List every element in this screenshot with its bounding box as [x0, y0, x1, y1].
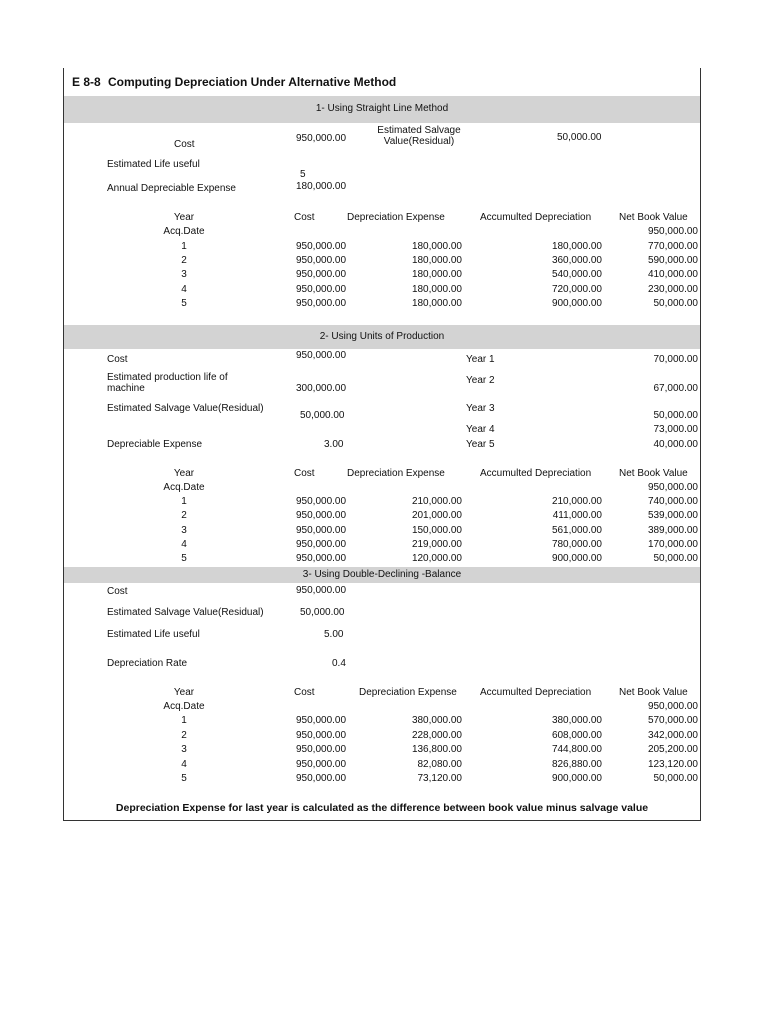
section-band-double-declining: 3- Using Double-Declining -Balance	[64, 567, 700, 583]
section-band-straight-line: 1- Using Straight Line Method	[64, 96, 700, 123]
worksheet: E 8-8 Computing Depreciation Under Alternative Method 1- Using Straight Line Method Cost 950,000.00 Estimated Salvage Value(Residual) 50,000.00 Estimated Life useful 5 Annual Depreciable Expense 180,000.00 Year Cost Depreciation Expense Accumulted Depreciation Net Book Value Acq.Date 950,000.00 1 950,000.00 180,000.00 180,000.00 770,000.00 2 950,000.00 180,000.00 360,000.00 590,000.00 3 950,000.00 180,000.00 540,000.00 410,000.00 4 950,000.00 180,000.00 720,000.00 230,000.00 5 950,000.00 180,000.00 900,000.00 50,000.00 2- Using Units of Production Cost 950,000.00 Estimated production life of machine 300,000.00 Estimated Salvage Value(Residual) 50,000.00 Depreciable Expense 3.00 Year 1 70,000.00 Year 2 67,000.00 Year 3 50,000.00 Year 4 73,000.00 Year 5 40,000.00 Year Cost Depreciation Expense Accumulted Depreciation Net Book Value Acq.Date 950,000.00 1 950,000.00 210,000.00 210,000.00 740,000.00 2 950,000.00 201,000.00 411,000.00 539,000.00 3 950,000.00 150,000.00 561,000.00 389,000.00 4 950,000.00 219,000.00 780,000.00 170,000.00 5 950,000.00 120,000.00 900,000.00 50,000.00 3- Using Double-Declining -Balance Cost 950,000.00 Estimated Salvage Value(Residual) 50,000.00 Estimated Life useful 5.00 Depreciation Rate 0.4 Year Cost Depreciation Expense Accumulted Depreciation Net Book Value Acq.Date 950,000.00 1 950,000.00 380,000.00 380,000.00 570,000.00 2 950,000.00 228,000.00 608,000.00 342,000.00 3 950,000.00 136,800.00 744,800.00 205,200.00 4 950,000.00 82,080.00 826,880.00 123,120.00 5 950,000.00 73,120.00 900,000.00 50,000.00 Depreciation Expense for last year is calculated as the difference between book value minus salvage value	[63, 68, 701, 821]
production-life-label-line2: machine	[107, 383, 145, 394]
header-accum-dep: Accumulted Depreciation	[480, 212, 592, 223]
units-year-label: Year 4	[466, 424, 495, 435]
header-nbv: Net Book Value	[619, 687, 688, 698]
header-dep-expense: Depreciation Expense	[359, 687, 457, 698]
cost-value: 950,000.00	[296, 350, 347, 361]
production-life-value: 300,000.00	[296, 383, 347, 394]
section-band-units-of-production: 2- Using Units of Production	[64, 325, 700, 349]
header-nbv: Net Book Value	[619, 468, 688, 479]
header-year: Year	[173, 468, 195, 479]
salvage-value: 50,000.00	[557, 132, 602, 143]
cost-value: 950,000.00	[296, 585, 347, 596]
header-accum-dep: Accumulted Depreciation	[480, 687, 592, 698]
units-year-value: 50,000.00	[653, 410, 698, 421]
depreciable-expense-value: 3.00	[324, 439, 344, 450]
acq-date-label: Acq.Date	[163, 226, 205, 237]
units-year-value: 73,000.00	[653, 424, 698, 435]
life-value: 5.00	[324, 629, 344, 640]
salvage-label: Estimated Salvage Value(Residual)	[107, 607, 264, 618]
units-year-label: Year 5	[466, 439, 495, 450]
production-life-label: Estimated production life of	[107, 372, 228, 383]
salvage-label: Estimated Salvage Value(Residual)	[107, 403, 264, 414]
annual-expense-value: 180,000.00	[296, 181, 347, 192]
acq-nbv: 950,000.00	[647, 482, 698, 493]
acq-date-label: Acq.Date	[163, 482, 205, 493]
salvage-label: Estimated Salvage	[377, 125, 461, 136]
units-year-value: 67,000.00	[653, 383, 698, 394]
header-dep-expense: Depreciation Expense	[347, 468, 445, 479]
salvage-value: 50,000.00	[300, 607, 345, 618]
annual-expense-label: Annual Depreciable Expense	[107, 183, 236, 194]
units-year-value: 40,000.00	[653, 439, 698, 450]
cost-label: Cost	[107, 586, 128, 597]
life-value: 5	[300, 169, 306, 180]
header-dep-expense: Depreciation Expense	[347, 212, 445, 223]
units-year-label: Year 2	[466, 375, 495, 386]
header-cost: Cost	[294, 212, 315, 223]
header-cost: Cost	[294, 687, 315, 698]
header-accum-dep: Accumulted Depreciation	[480, 468, 592, 479]
units-year-label: Year 1	[466, 354, 495, 365]
acq-date-label: Acq.Date	[163, 701, 205, 712]
cost-label: Cost	[174, 139, 195, 150]
depreciation-rate-value: 0.4	[332, 658, 346, 669]
cost-value: 950,000.00	[296, 133, 347, 144]
header-year: Year	[173, 687, 195, 698]
cost-label: Cost	[107, 354, 128, 365]
footnote: Depreciation Expense for last year is calculated as the difference between book value minus salvage value	[115, 802, 649, 814]
header-year: Year	[173, 212, 195, 223]
units-year-label: Year 3	[466, 403, 495, 414]
depreciation-rate-label: Depreciation Rate	[107, 658, 188, 669]
salvage-value: 50,000.00	[300, 410, 345, 421]
salvage-label-line2: Value(Residual)	[383, 136, 455, 147]
units-year-value: 70,000.00	[653, 354, 698, 365]
header-nbv: Net Book Value	[619, 212, 688, 223]
acq-nbv: 950,000.00	[647, 701, 698, 712]
header-cost: Cost	[294, 468, 315, 479]
life-label: Estimated Life useful	[107, 629, 200, 640]
page-title: Computing Depreciation Under Alternative Method	[108, 75, 397, 89]
acq-nbv: 950,000.00	[647, 226, 698, 237]
exercise-code: E 8-8	[72, 75, 101, 89]
depreciable-expense-label: Depreciable Expense	[107, 439, 203, 450]
life-label: Estimated Life useful	[107, 159, 200, 170]
